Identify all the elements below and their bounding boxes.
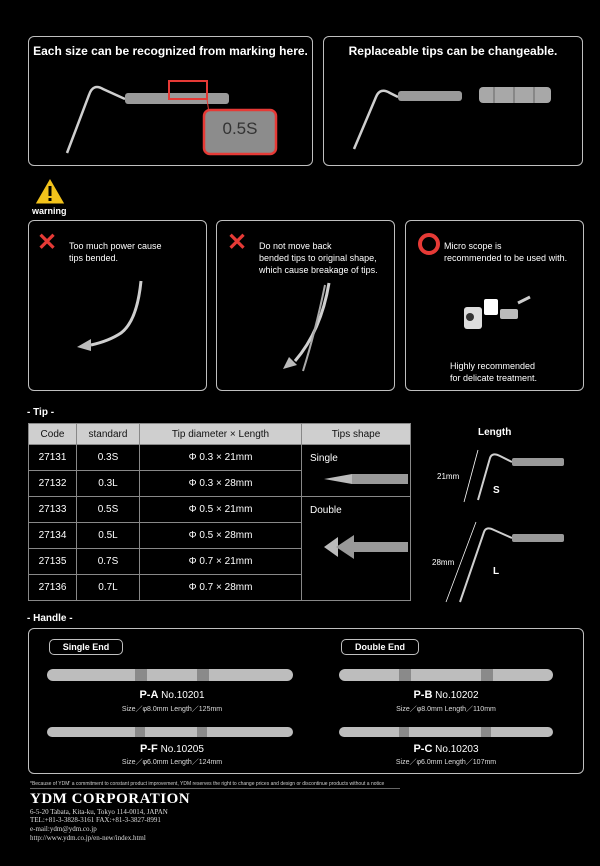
handle-pc-image [339, 725, 553, 739]
cell-code: 27132 [29, 471, 77, 497]
cell-dimension: Φ 0.5 × 28mm [140, 523, 302, 549]
cell-code: 27131 [29, 445, 77, 471]
handle-pb-size: Size／φ8.0mm Length／110mm [396, 706, 496, 713]
cell-dimension: Φ 0.5 × 21mm [140, 497, 302, 523]
header-shape: Tips shape [302, 424, 411, 445]
length-diagram [420, 440, 580, 610]
header-dimension: Tip diameter × Length [140, 424, 302, 445]
single-tip-shape [322, 469, 408, 489]
handle-pa-image [47, 667, 293, 683]
cell-code: 27134 [29, 523, 77, 549]
handle-pa-name: P-A No.10201 [139, 689, 205, 701]
tip-and-handle-illustration [324, 37, 582, 165]
cell-standard: 0.7L [77, 575, 140, 601]
length-title: Length [478, 427, 512, 438]
handle-pf-name: P-F No.10205 [140, 743, 204, 755]
cell-code: 27135 [29, 549, 77, 575]
length-s-label: S [493, 485, 500, 496]
handle-section-label: - Handle - [27, 613, 73, 624]
tip-illustration [29, 37, 312, 165]
warning-text: Do not move back bended tips to original shape, which cause breakage of tips. [259, 241, 378, 275]
handle-pf-image [47, 725, 293, 739]
handle-pb-image [339, 667, 553, 683]
table-row [29, 445, 411, 471]
header-standard: standard [77, 424, 140, 445]
header-code: Code [29, 424, 77, 445]
warning-text: Too much power cause tips bended. [69, 241, 162, 263]
bent-tip-illustration [29, 221, 206, 390]
recommend-box-microscope [405, 220, 584, 391]
cell-shape-single [302, 445, 411, 497]
cell-standard: 0.3S [77, 445, 140, 471]
shape-double-label: Double [310, 505, 342, 516]
footer-divider [30, 788, 400, 789]
company-email: e-mail:ydm@ydm.co.jp [30, 825, 97, 833]
cell-dimension: Φ 0.7 × 21mm [140, 549, 302, 575]
table-row [29, 497, 411, 523]
single-end-badge: Single End [49, 639, 123, 655]
handle-pf-size: Size／φ6.0mm Length／124mm [121, 759, 223, 766]
cross-icon: ✕ [37, 229, 58, 256]
replaceable-tips-title: Replaceable tips can be changeable. [348, 44, 558, 58]
company-name: YDM CORPORATION [30, 791, 191, 807]
company-tel: TEL:+81-3-3828-3161 FAX:+81-3-3827-8991 [30, 816, 161, 824]
circle-icon [418, 233, 440, 255]
double-end-badge: Double End [341, 639, 419, 655]
table-header-row [29, 424, 411, 445]
company-url[interactable]: http://www.ydm.co.jp/en-new/index.html [30, 834, 146, 842]
cross-icon: ✕ [227, 229, 248, 256]
cell-standard: 0.5S [77, 497, 140, 523]
cell-dimension: Φ 0.7 × 28mm [140, 575, 302, 601]
length-s-value: 21mm [437, 472, 460, 481]
marking-info-title: Each size can be recognized from marking here. [33, 44, 308, 58]
cell-standard: 0.5L [77, 523, 140, 549]
cell-standard: 0.7S [77, 549, 140, 575]
recommend-note: Highly recommended for delicate treatment. [450, 361, 538, 383]
company-address: 6-5-20 Tabata, Kita-ku, Tokyo 114-0014, JAPAN [30, 808, 168, 816]
warning-box-power [28, 220, 207, 391]
handle-pc-name: P-C No.10203 [413, 743, 479, 755]
warning-icon [33, 176, 67, 206]
recommend-text: Micro scope is recommended to be used with. [444, 241, 568, 263]
cell-code: 27136 [29, 575, 77, 601]
replaceable-tips-box [323, 36, 583, 166]
marking-zoom-label: 0.5S [222, 119, 258, 138]
cell-dimension: Φ 0.3 × 21mm [140, 445, 302, 471]
handle-pb-name: P-B No.10202 [413, 689, 479, 701]
cell-code: 27133 [29, 497, 77, 523]
tip-table [28, 423, 411, 601]
microscope-icon [456, 293, 536, 337]
cell-standard: 0.3L [77, 471, 140, 497]
handle-pa-size: Size／φ8.0mm Length／125mm [121, 706, 223, 713]
warning-box-bend-back [216, 220, 395, 391]
shape-single-label: Single [310, 453, 338, 464]
marking-info-box [28, 36, 313, 166]
disclaimer: *Because of YDM' a commitment to constant product improvement, YDM reserves the right to change prices and design or discontinue products without a notice [30, 781, 385, 787]
length-l-value: 28mm [432, 558, 455, 567]
warning-label: warning [32, 206, 67, 216]
cell-dimension: Φ 0.3 × 28mm [140, 471, 302, 497]
tip-section-label: - Tip - [27, 407, 55, 418]
double-tip-shape [322, 533, 408, 561]
handle-box [28, 628, 584, 774]
broken-tip-illustration [217, 221, 394, 390]
cell-shape-double [302, 497, 411, 601]
length-l-label: L [493, 566, 500, 577]
handle-pc-size: Size／φ6.0mm Length／107mm [395, 759, 497, 766]
